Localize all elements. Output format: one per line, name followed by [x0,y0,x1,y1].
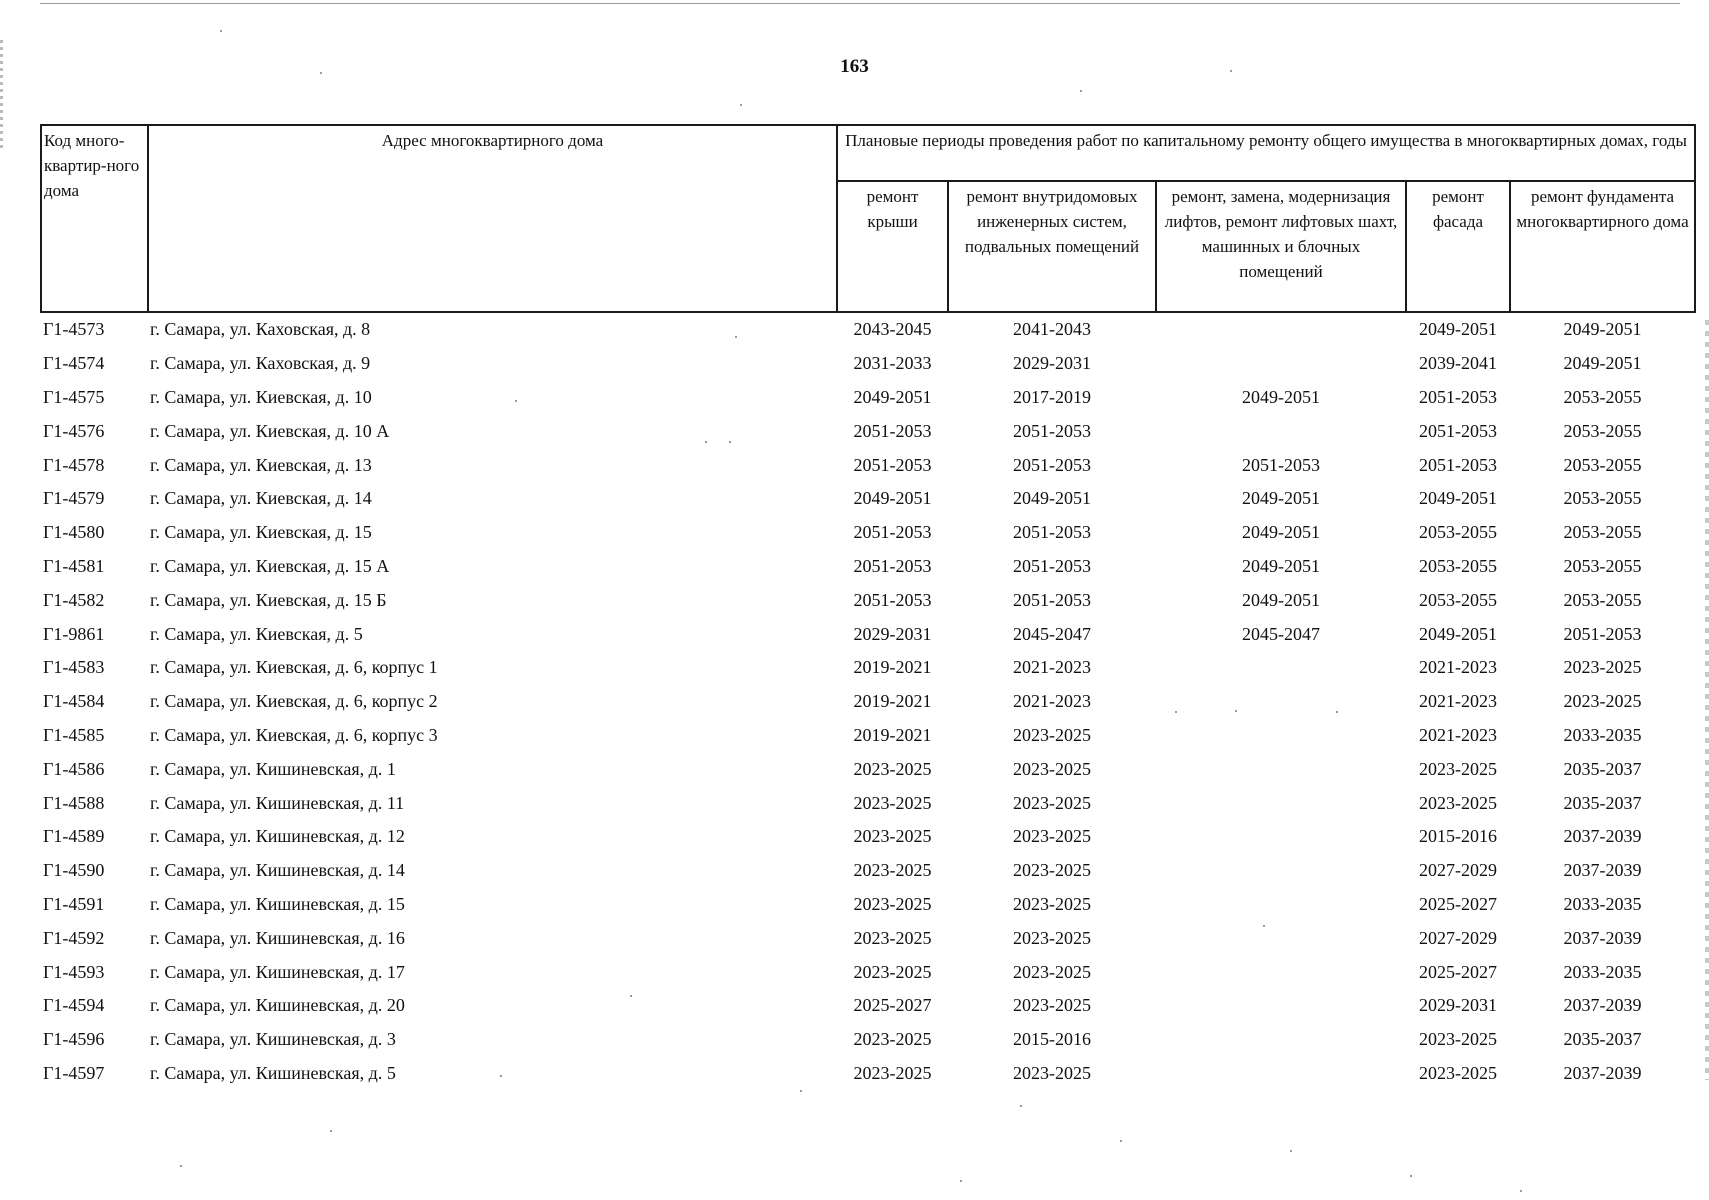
table-row [41,719,1695,753]
cell-address: г. Самара, ул. Каховская, д. 8 [150,319,371,340]
cell-lifts: 2051-2053 [1242,454,1320,475]
cell-facade: 2029-2031 [1419,995,1497,1016]
cell-lifts [1156,1057,1406,1091]
table-row [41,1023,1695,1057]
table-row [41,617,1695,651]
cell-foundation: 2053-2055 [1563,386,1642,407]
cell-engineering: 2045-2047 [1013,623,1091,644]
cell-roof: 2051-2053 [853,454,932,475]
cell-code: Г1-9861 [43,623,105,644]
cell-foundation: 2023-2025 [1563,691,1642,712]
cell-roof: 2023-2025 [853,860,932,881]
cell-engineering: 2023-2025 [1013,758,1091,779]
cell-foundation: 2053-2055 [1563,420,1642,441]
header-code: Код много-квартир-ного дома [41,125,148,312]
scan-speck [1410,1175,1412,1177]
cell-engineering: 2023-2025 [1013,995,1091,1016]
header-periods: Плановые периоды проведения работ по капитальному ремонту общего имущества в многоквартирных домах, годы [837,125,1695,181]
cell-address: г. Самара, ул. Киевская, д. 15 А [150,555,390,576]
cell-address: г. Самара, ул. Кишиневская, д. 17 [150,961,405,982]
cell-facade: 2027-2029 [1419,860,1497,881]
cell-foundation: 2053-2055 [1563,488,1642,509]
cell-facade: 2051-2053 [1419,420,1497,441]
cell-facade: 2051-2053 [1419,386,1497,407]
cell-roof: 2031-2033 [853,353,932,374]
table-row [41,550,1695,584]
cell-facade: 2049-2051 [1419,623,1497,644]
cell-code: Г1-4591 [43,893,105,914]
cell-foundation: 2033-2035 [1563,961,1642,982]
header-lifts: ремонт, замена, модернизация лифтов, ремонт лифтовых шахт, машинных и блочных помещений [1156,181,1406,312]
cell-lifts [1156,752,1406,786]
cell-engineering: 2051-2053 [1013,555,1091,576]
cell-engineering: 2021-2023 [1013,691,1091,712]
cell-engineering: 2023-2025 [1013,826,1091,847]
cell-foundation: 2023-2025 [1563,657,1642,678]
cell-lifts: 2049-2051 [1242,386,1320,407]
cell-engineering: 2023-2025 [1013,860,1091,881]
page-number: 163 [840,56,869,77]
cell-address: г. Самара, ул. Киевская, д. 14 [150,488,372,509]
scan-speck [1520,1190,1522,1192]
cell-address: г. Самара, ул. Кишиневская, д. 1 [150,758,396,779]
scan-speck [1263,925,1265,927]
cell-foundation: 2037-2039 [1563,927,1642,948]
cell-roof: 2051-2053 [853,420,932,441]
cell-facade: 2051-2053 [1419,454,1497,475]
cell-lifts [1156,347,1406,381]
cell-roof: 2019-2021 [853,691,932,712]
cell-roof: 2023-2025 [853,826,932,847]
cell-engineering: 2023-2025 [1013,961,1091,982]
header-engineering: ремонт внутридомовых инженерных систем, подвальных помещений [948,181,1156,312]
cell-facade: 2053-2055 [1419,555,1497,576]
cell-foundation: 2053-2055 [1563,522,1642,543]
cell-foundation: 2037-2039 [1563,1062,1642,1083]
cell-lifts [1156,312,1406,347]
top-scan-rule [40,3,1680,4]
cell-facade: 2023-2025 [1419,1062,1497,1083]
cell-code: Г1-4582 [43,589,105,610]
cell-code: Г1-4578 [43,454,105,475]
cell-foundation: 2049-2051 [1563,319,1642,340]
cell-lifts [1156,414,1406,448]
cell-roof: 2029-2031 [853,623,932,644]
cell-engineering: 2051-2053 [1013,589,1091,610]
cell-facade: 2021-2023 [1419,691,1497,712]
cell-lifts [1156,888,1406,922]
cell-code: Г1-4573 [43,319,105,340]
cell-facade: 2039-2041 [1419,353,1497,374]
cell-facade: 2025-2027 [1419,961,1497,982]
cell-facade: 2015-2016 [1419,826,1497,847]
cell-foundation: 2033-2035 [1563,893,1642,914]
cell-code: Г1-4579 [43,488,105,509]
cell-facade: 2021-2023 [1419,657,1497,678]
cell-roof: 2023-2025 [853,792,932,813]
table-row [41,685,1695,719]
scan-speck [1120,1140,1122,1142]
table-row [41,955,1695,989]
cell-address: г. Самара, ул. Кишиневская, д. 16 [150,927,405,948]
cell-engineering: 2023-2025 [1013,1062,1091,1083]
table-row [41,786,1695,820]
cell-address: г. Самара, ул. Кишиневская, д. 3 [150,1029,396,1050]
cell-address: г. Самара, ул. Киевская, д. 10 [150,386,372,407]
cell-code: Г1-4592 [43,927,105,948]
cell-engineering: 2051-2053 [1013,420,1091,441]
table-body [41,312,1695,1090]
cell-address: г. Самара, ул. Киевская, д. 5 [150,623,363,644]
cell-code: Г1-4583 [43,657,105,678]
cell-code: Г1-4584 [43,691,105,712]
cell-facade: 2027-2029 [1419,927,1497,948]
cell-lifts [1156,921,1406,955]
cell-foundation: 2037-2039 [1563,995,1642,1016]
cell-address: г. Самара, ул. Каховская, д. 9 [150,353,371,374]
scan-speck [1175,711,1177,713]
scan-speck [515,400,517,402]
cell-foundation: 2053-2055 [1563,454,1642,475]
scan-speck [705,441,707,443]
cell-code: Г1-4590 [43,860,105,881]
cell-roof: 2019-2021 [853,657,932,678]
cell-roof: 2049-2051 [853,386,932,407]
cell-roof: 2023-2025 [853,1029,932,1050]
cell-code: Г1-4581 [43,555,105,576]
cell-foundation: 2037-2039 [1563,826,1642,847]
cell-foundation: 2033-2035 [1563,724,1642,745]
cell-engineering: 2041-2043 [1013,319,1091,340]
cell-code: Г1-4585 [43,724,105,745]
cell-engineering: 2023-2025 [1013,792,1091,813]
repair-schedule-table [40,124,1696,1090]
table-row [41,312,1695,347]
table-row [41,1057,1695,1091]
table-row [41,854,1695,888]
cell-engineering: 2015-2016 [1013,1029,1091,1050]
cell-lifts [1156,854,1406,888]
cell-facade: 2021-2023 [1419,724,1497,745]
scan-speck [1020,1105,1022,1107]
cell-address: г. Самара, ул. Кишиневская, д. 20 [150,995,405,1016]
table-row [41,921,1695,955]
cell-roof: 2025-2027 [853,995,932,1016]
cell-engineering: 2049-2051 [1013,488,1091,509]
cell-roof: 2023-2025 [853,893,932,914]
cell-roof: 2023-2025 [853,758,932,779]
cell-foundation: 2035-2037 [1563,1029,1642,1050]
cell-address: г. Самара, ул. Кишиневская, д. 5 [150,1062,396,1083]
cell-roof: 2043-2045 [853,319,932,340]
cell-lifts [1156,989,1406,1023]
table-row [41,516,1695,550]
cell-code: Г1-4593 [43,961,105,982]
cell-foundation: 2051-2053 [1563,623,1642,644]
cell-facade: 2053-2055 [1419,589,1497,610]
cell-engineering: 2021-2023 [1013,657,1091,678]
cell-code: Г1-4575 [43,386,105,407]
cell-address: г. Самара, ул. Кишиневская, д. 14 [150,860,405,881]
cell-foundation: 2037-2039 [1563,860,1642,881]
table-header [41,125,1695,312]
cell-roof: 2049-2051 [853,488,932,509]
scan-speck [1235,710,1237,712]
table-row [41,414,1695,448]
cell-address: г. Самара, ул. Киевская, д. 15 Б [150,589,387,610]
cell-engineering: 2029-2031 [1013,353,1091,374]
cell-foundation: 2049-2051 [1563,353,1642,374]
scan-speck [1336,711,1338,713]
scan-speck [180,1165,182,1167]
cell-lifts [1156,955,1406,989]
cell-foundation: 2053-2055 [1563,589,1642,610]
header-roof: ремонт крыши [837,181,948,312]
cell-lifts [1156,719,1406,753]
cell-lifts [1156,685,1406,719]
cell-facade: 2025-2027 [1419,893,1497,914]
cell-lifts: 2049-2051 [1242,555,1320,576]
cell-facade: 2049-2051 [1419,488,1497,509]
cell-engineering: 2023-2025 [1013,927,1091,948]
scan-speck [740,104,742,106]
cell-facade: 2049-2051 [1419,319,1497,340]
right-scan-edge [1705,320,1709,1080]
cell-engineering: 2051-2053 [1013,454,1091,475]
scan-speck [320,72,322,74]
cell-address: г. Самара, ул. Кишиневская, д. 11 [150,792,405,813]
cell-lifts: 2045-2047 [1242,623,1320,644]
cell-foundation: 2035-2037 [1563,758,1642,779]
header-facade: ремонт фасада [1406,181,1510,312]
cell-engineering: 2023-2025 [1013,893,1091,914]
table-row [41,752,1695,786]
cell-facade: 2023-2025 [1419,792,1497,813]
scan-speck [1080,90,1082,92]
cell-code: Г1-4588 [43,792,105,813]
cell-roof: 2051-2053 [853,522,932,543]
cell-engineering: 2023-2025 [1013,724,1091,745]
cell-code: Г1-4597 [43,1062,105,1083]
cell-code: Г1-4594 [43,995,105,1016]
scan-speck [500,1075,502,1077]
cell-lifts [1156,820,1406,854]
cell-code: Г1-4574 [43,353,105,374]
cell-lifts: 2049-2051 [1242,488,1320,509]
table-row [41,888,1695,922]
cell-address: г. Самара, ул. Киевская, д. 6, корпус 2 [150,691,438,712]
scan-speck [330,1130,332,1132]
table-row [41,583,1695,617]
table-row [41,381,1695,415]
header-foundation: ремонт фундамента многоквартирного дома [1510,181,1695,312]
cell-roof: 2023-2025 [853,927,932,948]
header-address: Адрес многоквартирного дома [148,125,837,312]
cell-address: г. Самара, ул. Киевская, д. 10 А [150,420,390,441]
scan-speck [1230,70,1232,72]
cell-foundation: 2035-2037 [1563,792,1642,813]
cell-roof: 2023-2025 [853,1062,932,1083]
table-row [41,482,1695,516]
cell-lifts: 2049-2051 [1242,589,1320,610]
cell-code: Г1-4580 [43,522,105,543]
cell-address: г. Самара, ул. Кишиневская, д. 12 [150,826,405,847]
scan-speck [1290,1150,1292,1152]
cell-facade: 2023-2025 [1419,1029,1497,1050]
cell-code: Г1-4586 [43,758,105,779]
cell-code: Г1-4576 [43,420,105,441]
scan-speck [220,30,222,32]
cell-address: г. Самара, ул. Кишиневская, д. 15 [150,893,405,914]
table-row [41,448,1695,482]
cell-roof: 2051-2053 [853,555,932,576]
cell-code: Г1-4596 [43,1029,105,1050]
scan-speck [800,1090,802,1092]
cell-address: г. Самара, ул. Киевская, д. 6, корпус 1 [150,657,438,678]
cell-roof: 2019-2021 [853,724,932,745]
cell-address: г. Самара, ул. Киевская, д. 15 [150,522,372,543]
scan-speck [729,441,731,443]
cell-engineering: 2017-2019 [1013,386,1091,407]
scan-speck [735,336,737,338]
table-row [41,820,1695,854]
table-row [41,989,1695,1023]
cell-roof: 2051-2053 [853,589,932,610]
cell-code: Г1-4589 [43,826,105,847]
table-row [41,651,1695,685]
cell-lifts [1156,1023,1406,1057]
cell-roof: 2023-2025 [853,961,932,982]
cell-foundation: 2053-2055 [1563,555,1642,576]
scan-speck [960,1180,962,1182]
scan-speck [630,995,632,997]
cell-address: г. Самара, ул. Киевская, д. 6, корпус 3 [150,724,438,745]
table-row [41,347,1695,381]
cell-address: г. Самара, ул. Киевская, д. 13 [150,454,372,475]
cell-facade: 2053-2055 [1419,522,1497,543]
cell-lifts [1156,651,1406,685]
cell-lifts: 2049-2051 [1242,522,1320,543]
cell-facade: 2023-2025 [1419,758,1497,779]
cell-engineering: 2051-2053 [1013,522,1091,543]
cell-lifts [1156,786,1406,820]
